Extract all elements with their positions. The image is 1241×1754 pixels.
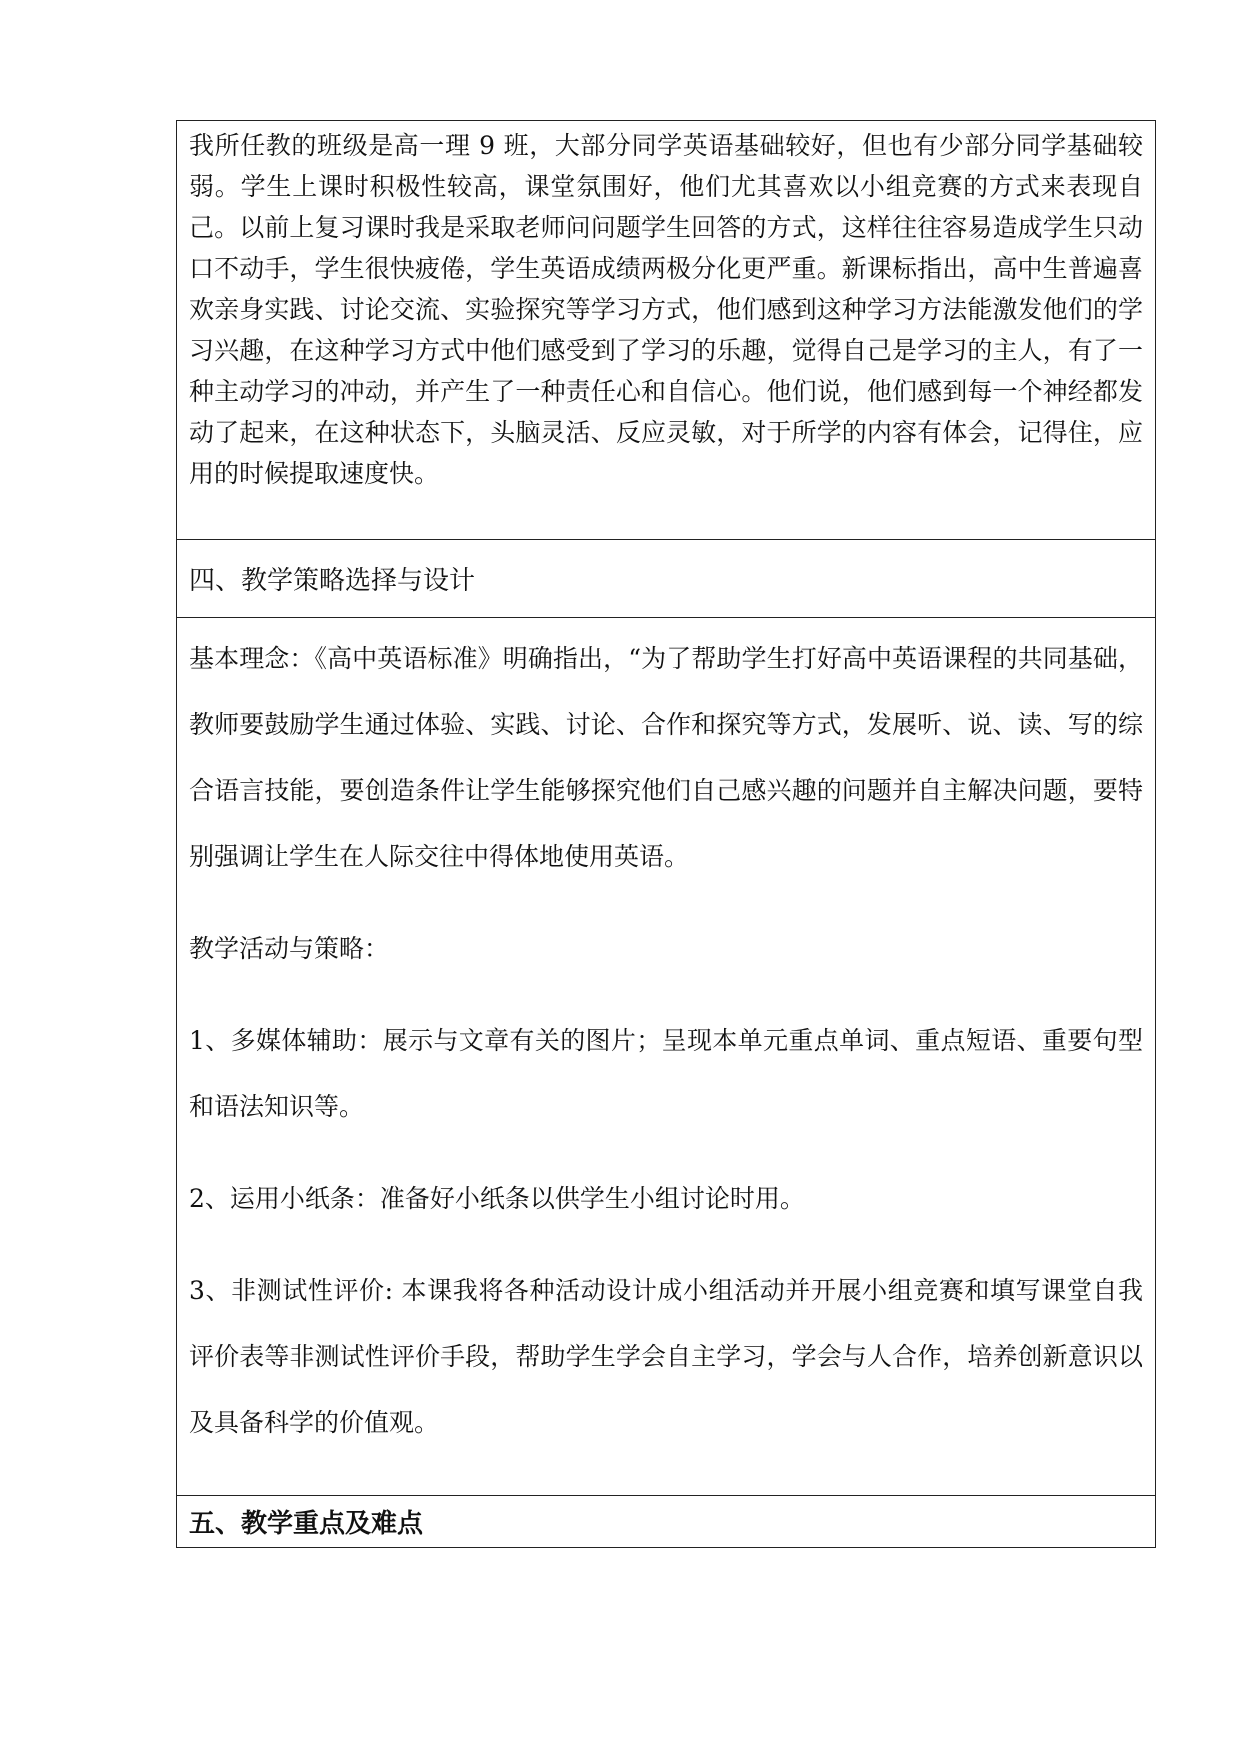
basic-concept-paragraph: 基本理念：《高中英语标准》明确指出，“为了帮助学生打好高中英语课程的共同基础，教师要鼓励学生通过体验、实践、讨论、合作和探究等方式，发展听、说、读、写的综合语言技能，要创造条件让学生能够探究他们自己感兴趣的问题并自主解决问题，要特别强调让学生在人际交往中得体地使用英语。 (189, 644, 1143, 871)
section-title: 五、教学重点及难点 (189, 1509, 424, 1539)
student-situation-text: 我所任教的班级是高一理 9 班，大部分同学英语基础较好，但也有少部分同学基础较弱。学生上课时积极性较高，课堂氛围好，他们尤其喜欢以小组竞赛的方式来表现自己。以前上复习课时我是采取老师问问题学生回答的方式，这样往往容易造成学生只动口不动手，学生很快疲倦，学生英语成绩两极分化更严重。新课标指出，高中生普遍喜欢亲身实践、讨论交流、实验探究等学习方式，他们感到这种学习方法能激发他们的学习兴趣，在这种学习方式中他们感受到了学习的乐趣，觉得自己是学习的主人，有了一种主动学习的冲动，并产生了一种责任心和自信心。他们说，他们感到每一个神经都发动了起来，在这种状态下，头脑灵活、反应灵敏，对于所学的内容有体会，记得住，应用的时候提取速度快。 (189, 131, 1143, 488)
section-heading-strategy (177, 539, 1155, 617)
section-title: 四、教学策略选择与设计 (189, 566, 476, 596)
strategy-item-evaluation: 3、非测试性评价: 本课我将各种活动设计成小组活动并开展小组竞赛和填写课堂自我评价表等非测试性评价手段，帮助学生学会自主学习，学会与人合作，培养创新意识以及具备科学的价值观。 (189, 1276, 1143, 1437)
strategy-item-multimedia: 1、多媒体辅助：展示与文章有关的图片；呈现本单元重点单词、重点短语、重要句型和语法知识等。 (189, 1026, 1143, 1121)
student-situation-cell (177, 121, 1155, 539)
lesson-plan-table (176, 120, 1156, 1548)
strategy-item-notes: 2、运用小纸条：准备好小纸条以供学生小组讨论时用。 (189, 1184, 805, 1213)
section-heading-key-points (177, 1495, 1155, 1547)
strategy-content-cell (177, 617, 1155, 1495)
activities-heading: 教学活动与策略： (189, 934, 390, 963)
